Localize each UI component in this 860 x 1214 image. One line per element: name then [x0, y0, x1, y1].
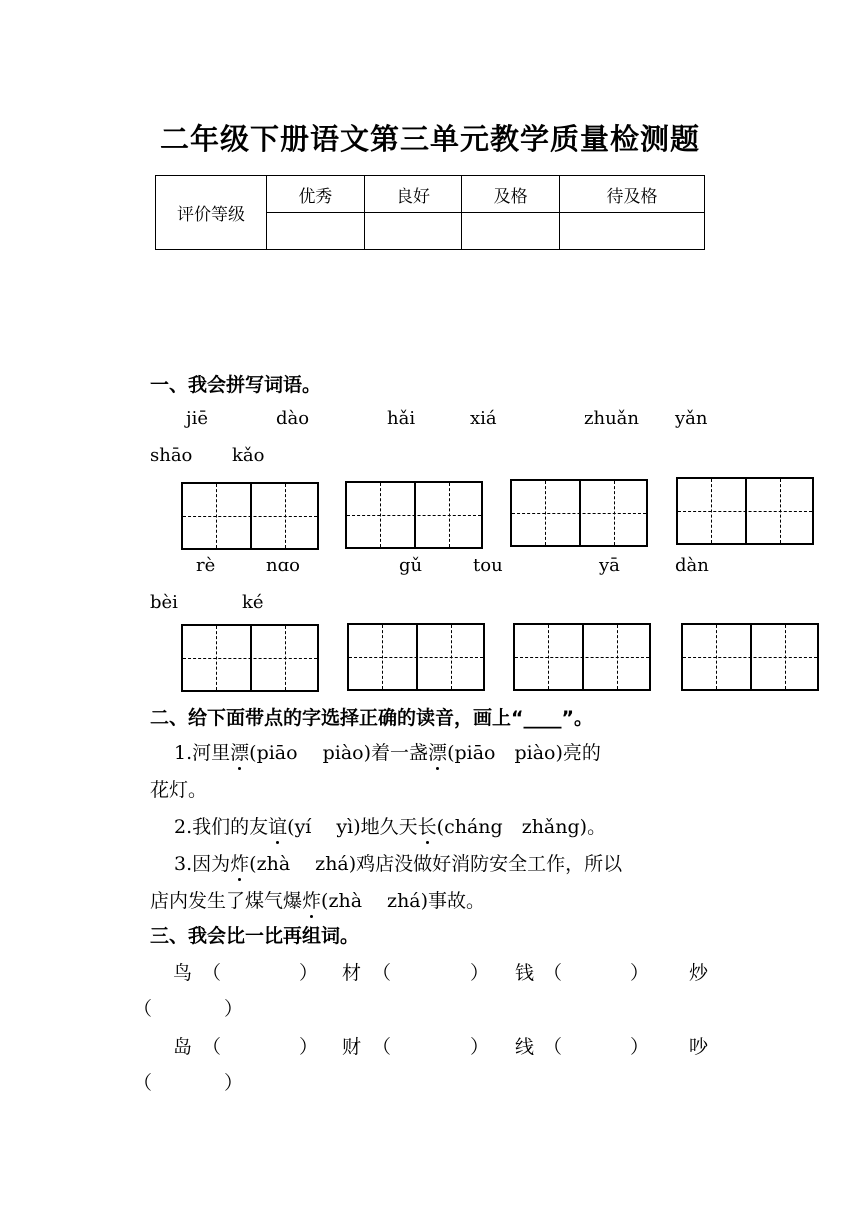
question-3	[174, 849, 622, 876]
pinyin: shāo	[150, 445, 193, 466]
q3-options[interactable]: (zhà zhá)事故。	[321, 890, 486, 912]
paren-close: ）	[630, 1036, 650, 1058]
char: 线	[515, 1036, 535, 1058]
q3-text: 店内发生了煤气爆	[150, 890, 303, 912]
char: 钱	[515, 962, 535, 984]
pinyin: dàn	[675, 555, 709, 576]
paren-close: ）	[299, 962, 319, 984]
paren-close: ）	[299, 1036, 319, 1058]
paren-open: （	[133, 1072, 153, 1094]
char: 鸟	[173, 962, 193, 984]
pinyin: dào	[276, 408, 310, 429]
paren-open: （	[543, 962, 563, 984]
page-title: 二年级下册语文第三单元教学质量检测题	[159, 122, 700, 156]
char: 财	[342, 1036, 362, 1058]
pinyin: jiē	[186, 408, 208, 429]
grade-cell-needs-work[interactable]	[559, 213, 704, 250]
paren-close: ）	[224, 998, 244, 1020]
pinyin: yǎn	[675, 408, 708, 429]
pinyin: nɑo	[266, 555, 300, 576]
tianzige-box[interactable]	[181, 624, 319, 692]
pinyin: rè	[196, 555, 216, 576]
tianzige-box[interactable]	[510, 479, 648, 547]
pinyin: xiá	[470, 408, 497, 429]
tianzige-box[interactable]	[681, 623, 819, 691]
char: 岛	[173, 1036, 193, 1058]
question-1	[174, 738, 601, 765]
grade-level-needs-work: 待及格	[559, 176, 704, 213]
tianzige-box[interactable]	[513, 623, 651, 691]
char: 吵	[689, 1036, 709, 1058]
grade-cell-excellent[interactable]	[267, 213, 365, 250]
tianzige-box[interactable]	[347, 623, 485, 691]
q3-options[interactable]: (zhà zhá)鸡店没做好消防安全工作，所以	[249, 853, 623, 875]
question-2	[174, 812, 606, 839]
paren-close: ）	[470, 962, 490, 984]
q1-options[interactable]: (piāo piào)着一盏	[249, 742, 429, 764]
grade-cell-good[interactable]	[364, 213, 462, 250]
dotted-char: 漂	[230, 738, 249, 765]
section2-heading: 二、给下面带点的字选择正确的读音，画上“____”。	[150, 707, 593, 729]
paren-open: （	[133, 998, 153, 1020]
grade-level-pass: 及格	[462, 176, 560, 213]
pinyin: zhuǎn	[584, 408, 639, 429]
grade-level-good: 良好	[364, 176, 462, 213]
q2-options[interactable]: (cháng zhǎng)。	[436, 816, 607, 838]
tianzige-box[interactable]	[181, 482, 319, 550]
pinyin: yā	[599, 555, 620, 576]
dotted-char: 漂	[428, 738, 447, 765]
section3-heading: 三、我会比一比再组词。	[150, 925, 360, 947]
q3-text: 3.因为	[174, 853, 231, 875]
paren-close: ）	[224, 1072, 244, 1094]
dotted-char: 炸	[302, 886, 321, 913]
pinyin: hǎi	[387, 408, 416, 429]
q1-text: 1.河里	[174, 742, 231, 764]
grade-table	[155, 175, 705, 250]
section1-heading: 一、我会拼写词语。	[150, 374, 322, 396]
q2-options[interactable]: (yí yì)地久天	[287, 816, 418, 838]
tianzige-box[interactable]	[676, 477, 814, 545]
pinyin: tou	[473, 555, 503, 576]
dotted-char: 谊	[268, 812, 287, 839]
paren-open: （	[202, 1036, 222, 1058]
grade-level-excellent: 优秀	[267, 176, 365, 213]
paren-close: ）	[470, 1036, 490, 1058]
grade-cell-pass[interactable]	[462, 213, 560, 250]
pinyin: ké	[242, 592, 264, 613]
paren-open: （	[543, 1036, 563, 1058]
dotted-char: 炸	[230, 849, 249, 876]
paren-close: ）	[630, 962, 650, 984]
paren-open: （	[372, 962, 392, 984]
pinyin: bèi	[150, 592, 178, 613]
char: 炒	[689, 962, 709, 984]
paren-open: （	[372, 1036, 392, 1058]
paren-open: （	[202, 962, 222, 984]
dotted-char: 长	[418, 812, 437, 839]
pinyin: gǔ	[399, 555, 423, 576]
question-3-cont	[150, 886, 485, 913]
pinyin: kǎo	[232, 445, 265, 466]
question-1-cont: 花灯。	[150, 779, 208, 801]
q2-text: 2.我们的友	[174, 816, 269, 838]
q1-options[interactable]: (piāo piào)亮的	[447, 742, 601, 764]
char: 材	[342, 962, 362, 984]
grade-label: 评价等级	[156, 176, 267, 250]
tianzige-box[interactable]	[345, 481, 483, 549]
